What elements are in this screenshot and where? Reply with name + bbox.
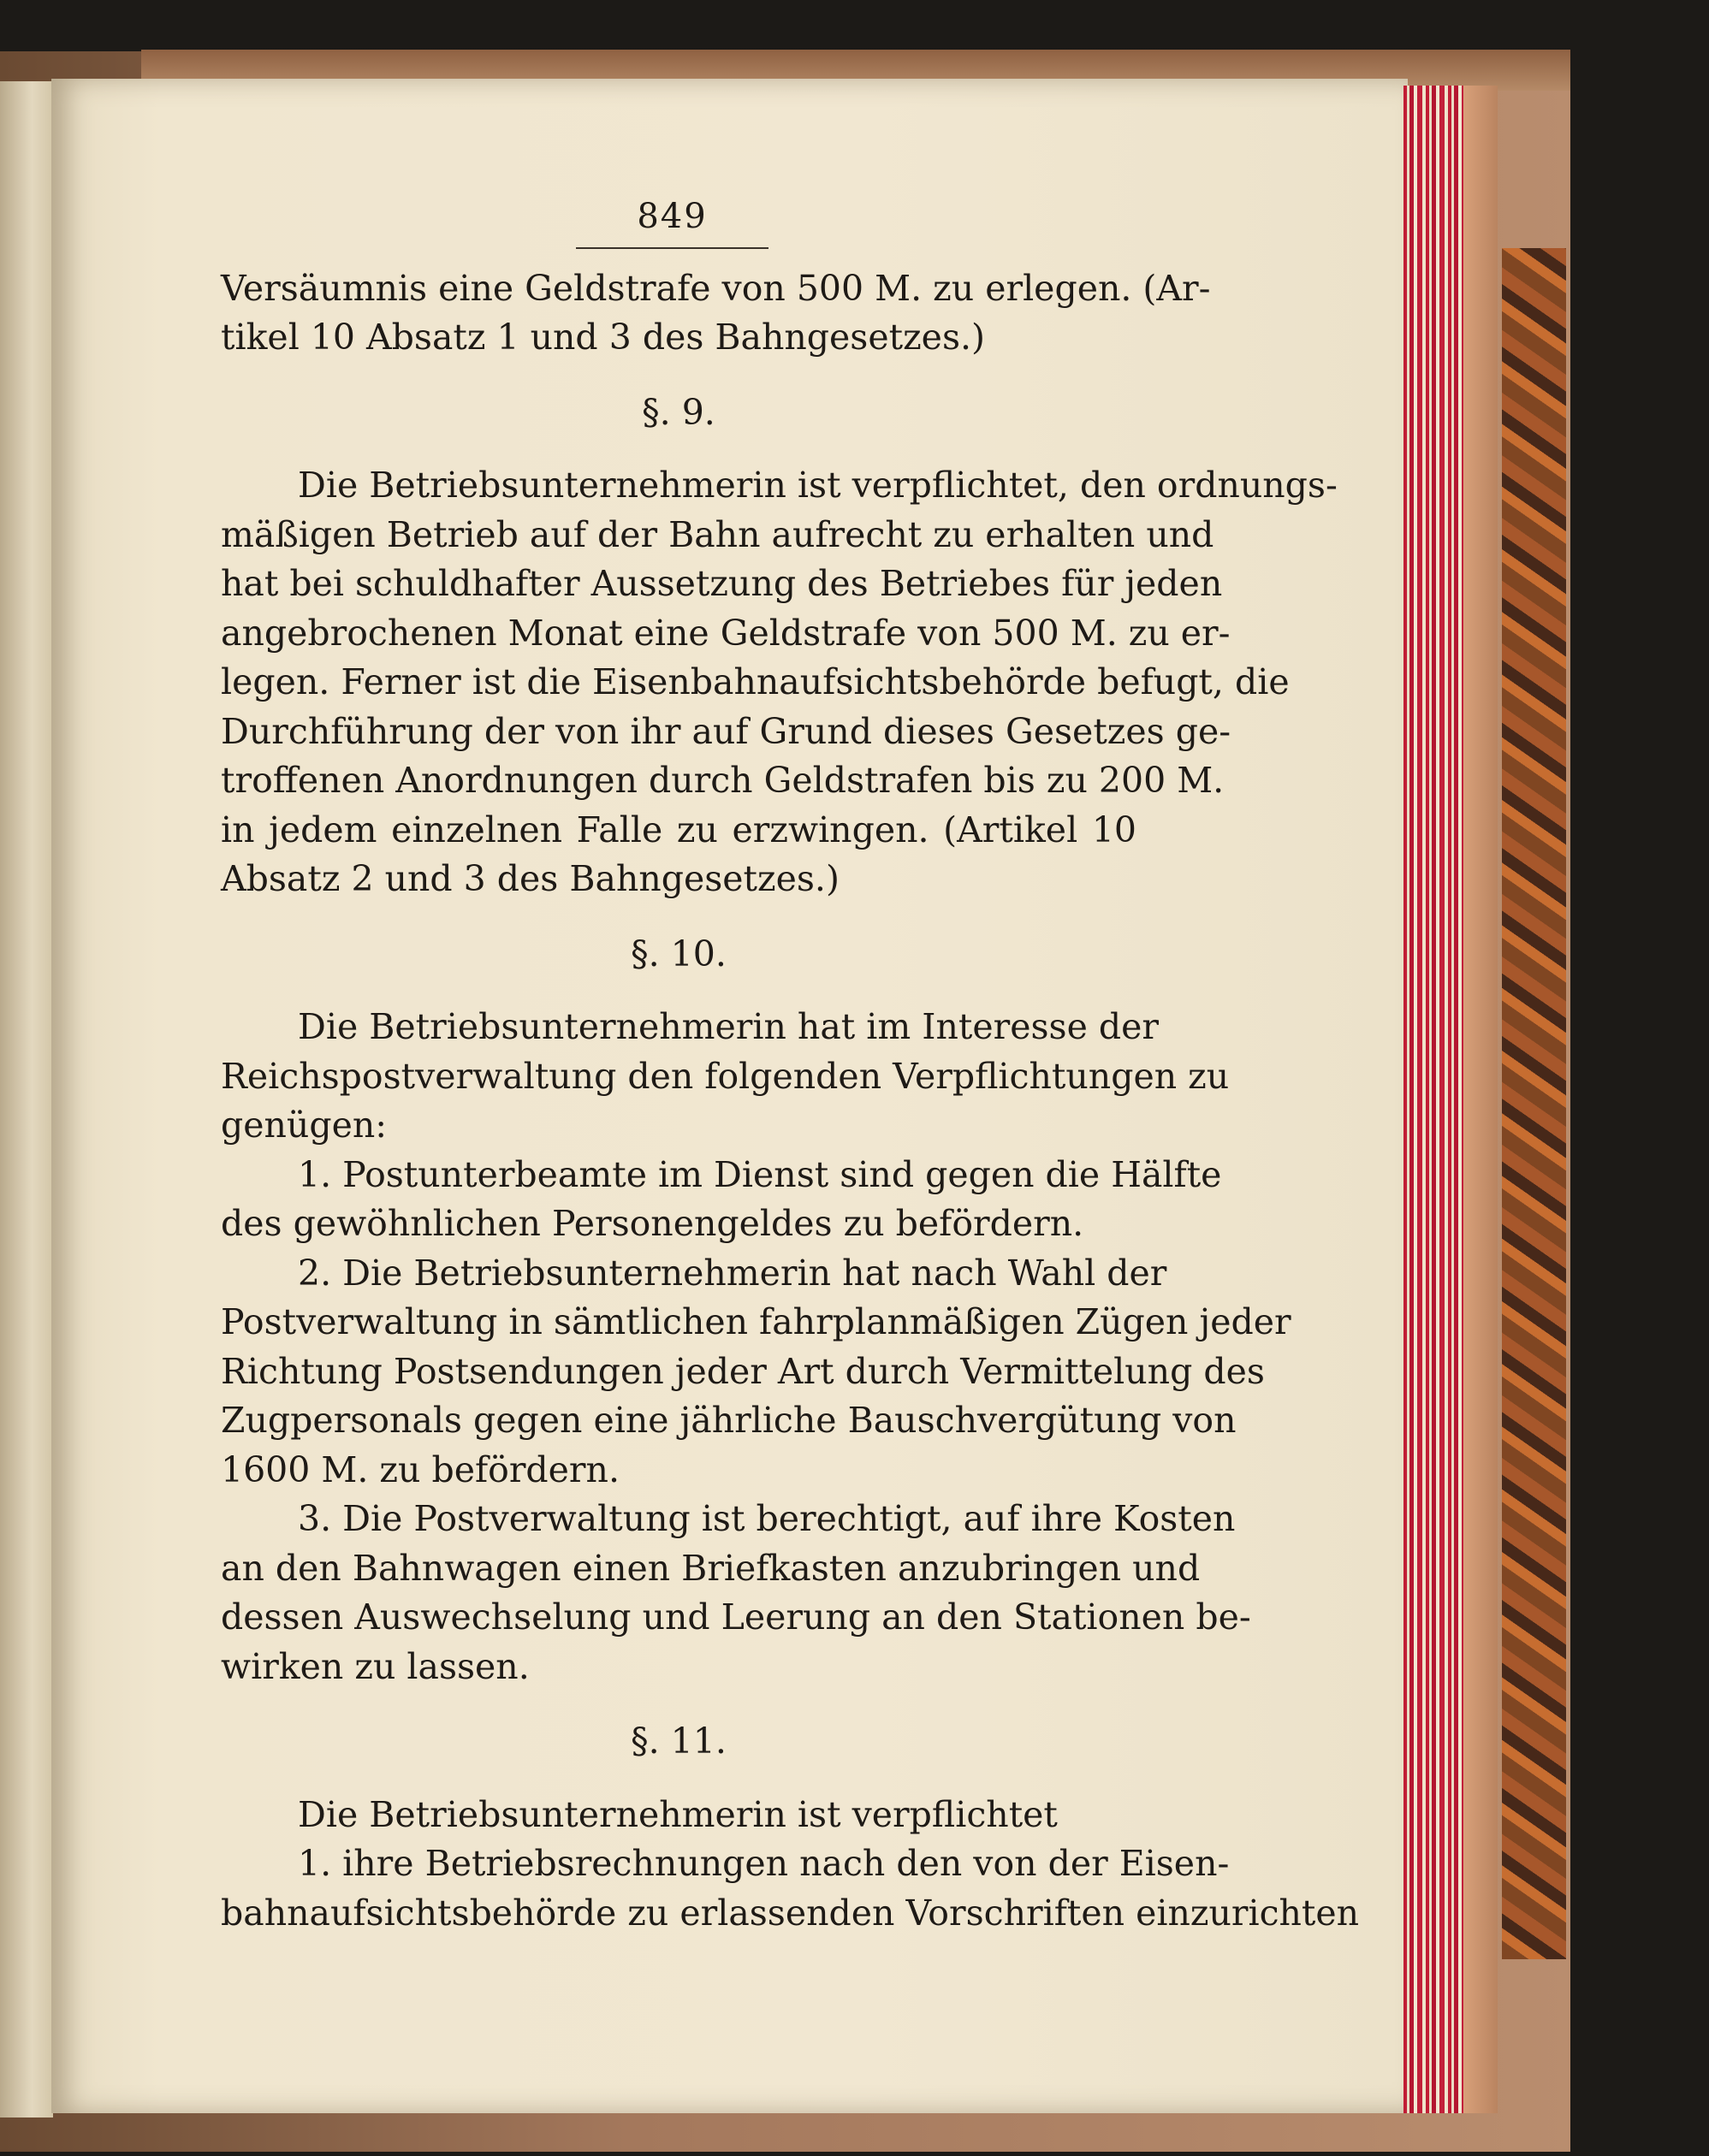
section-heading: §. 9.: [642, 391, 715, 433]
text-line: legen. Ferner ist die Eisenbahnaufsichtsbehörde befugt, die: [221, 661, 1290, 702]
marbled-cover-edge: [1502, 248, 1566, 1959]
paragraph: [221, 264, 1211, 363]
text-line: Durchführung der von ihr auf Grund dieses Gesetzes ge-: [221, 710, 1231, 752]
page-number: 849: [576, 192, 768, 249]
text-line: tikel 10 Absatz 1 und 3 des Bahngesetzes.): [221, 317, 986, 358]
page-edges-red: [1403, 86, 1498, 2113]
paragraph: [221, 1151, 1222, 1249]
text-line: Zugpersonals gegen eine jährliche Bauschvergütung von: [221, 1400, 1237, 1441]
text-line: angebrochenen Monat eine Geldstrafe von 500 M. zu er-: [221, 612, 1231, 654]
text-line: bahnaufsichtsbehörde zu erlassenden Vorschriften einzurichten: [221, 1892, 1360, 1934]
paragraph: [221, 461, 1338, 904]
text-line: Die Betriebsunternehmerin ist verpflichtet, den ordnungs-: [298, 465, 1338, 506]
paragraph: [221, 1249, 1291, 1496]
text-line: wirken zu lassen.: [221, 1645, 530, 1687]
section-heading: §. 11.: [631, 1721, 727, 1762]
text-line: genügen:: [221, 1105, 388, 1146]
text-line: 3. Die Postverwaltung ist berechtigt, auf ihre Kosten: [298, 1498, 1236, 1539]
text-line: Versäumnis eine Geldstrafe von 500 M. zu erlegen. (Ar-: [221, 267, 1211, 309]
paragraph: [221, 1791, 1136, 1840]
text-line: troffenen Anordnungen durch Geldstrafen bis zu 200 M.: [221, 760, 1225, 801]
text-line: an den Bahnwagen einen Briefkasten anzubringen und: [221, 1547, 1201, 1589]
text-line: 1. Postunterbeamte im Dienst sind gegen die Hälfte: [298, 1153, 1222, 1195]
text-line: 1. ihre Betriebsrechnungen nach den von der Eisen-: [298, 1843, 1230, 1884]
text-line: Richtung Postsendungen jeder Art durch Vermittelung des: [221, 1350, 1265, 1392]
text-line: Die Betriebsunternehmerin ist verpflichtet: [298, 1793, 1058, 1835]
page-body: [221, 264, 1360, 1939]
text-line: 1600 M. zu befördern.: [221, 1448, 620, 1490]
facing-page-edge: [0, 81, 53, 2118]
text-line: in jedem einzelnen Falle zu erzwingen. (Artikel 10: [221, 808, 1136, 850]
text-line: Postverwaltung in sämtlichen fahrplanmäßigen Zügen jeder: [221, 1301, 1291, 1342]
text-line: des gewöhnlichen Personengeldes zu befördern.: [221, 1203, 1084, 1244]
text-line: dessen Auswechselung und Leerung an den Stationen be-: [221, 1596, 1251, 1638]
section-heading: §. 10.: [631, 933, 727, 974]
paragraph: [221, 1839, 1360, 1938]
text-line: mäßigen Betrieb auf der Bahn aufrecht zu erhalten und: [221, 513, 1214, 555]
text-line: Absatz 2 und 3 des Bahngesetzes.): [221, 858, 840, 899]
paragraph: [221, 1495, 1251, 1691]
text-line: Die Betriebsunternehmerin hat im Interesse der: [298, 1006, 1160, 1047]
text-line: 2. Die Betriebsunternehmerin hat nach Wahl der: [298, 1252, 1167, 1294]
paragraph: [221, 1003, 1230, 1151]
page-text: [221, 192, 1360, 1938]
text-line: hat bei schuldhafter Aussetzung des Betriebes für jeden: [221, 563, 1223, 604]
text-line: Reichspostverwaltung den folgenden Verpflichtungen zu: [221, 1055, 1230, 1097]
